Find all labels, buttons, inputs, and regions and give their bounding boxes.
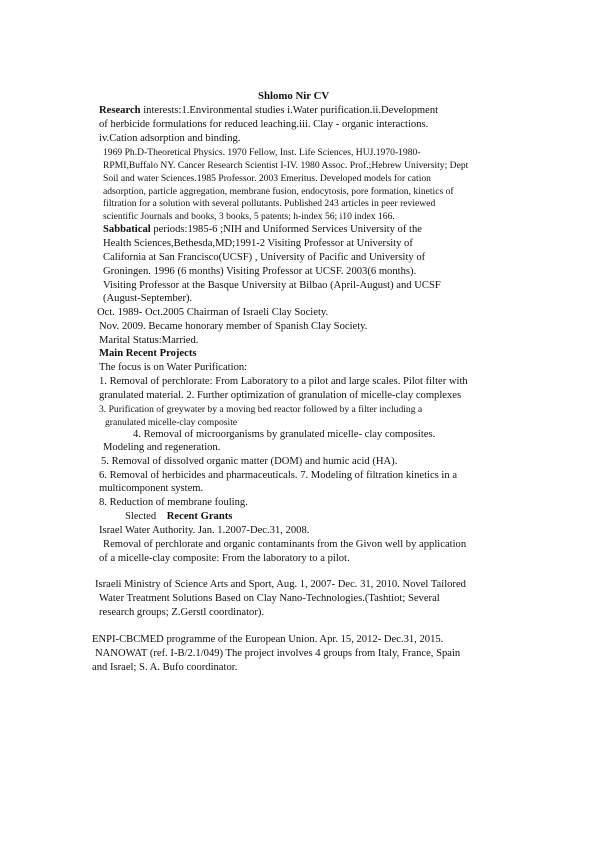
sabbatical-text: periods:1985-6 ;NIH and Uniformed Services University of the (150, 224, 422, 235)
project-line: granulated micelle-clay composite (105, 417, 238, 428)
grant-line: NANOWAT (ref. I-B/2.1/049) The project involves 4 groups from Italy, France, Spain (95, 648, 461, 659)
misc-line: Oct. 1989- Oct.2005 Chairman of Israeli Clay Society. (97, 307, 329, 318)
sabbatical-label: Sabbatical (103, 224, 151, 235)
research-text: interests:1.Environmental studies i.Water purification.ii.Development (140, 105, 439, 116)
project-line: 6. Removal of herbicides and pharmaceuticals. 7. Modeling of filtration kinetics in a (99, 470, 458, 481)
project-line: granulated material. 2. Further optimization of granulation of micelle-clay complexes (99, 390, 462, 401)
misc-line: Nov. 2009. Became honorary member of Spanish Clay Society. (99, 321, 368, 332)
grants-heading-bold: Recent Grants (166, 511, 233, 522)
sabbatical-line: Visiting Professor at the Basque University at Bilbao (April-August) and UCSF (103, 280, 441, 291)
bio-line: RPMI,Buffalo NY. Cancer Research Scientist I-IV. 1980 Assoc. Prof.;Hebrew University; Dept (103, 160, 469, 171)
project-line: 4. Removal of microorganisms by granulated micelle- clay composites. (133, 429, 436, 440)
sabbatical-line: California at San Francisco(UCSF) , University of Pacific and University of (103, 252, 426, 263)
misc-line: Marital Status:Married. (99, 335, 199, 346)
sabbatical-line (103, 223, 422, 236)
grant-line: research groups; Z.Gerstl coordinator). (99, 607, 265, 618)
project-line: The focus is on Water Purification: (99, 362, 248, 373)
project-line: Modeling and regeneration. (103, 442, 221, 453)
grant-line: and Israel; S. A. Bufo coordinator. (92, 662, 238, 673)
bio-line: adsorption, particle aggregation, membrane fusion, endocytosis, pore formation, kinetics of (103, 186, 454, 197)
project-line: multicomponent system. (99, 483, 204, 494)
sabbatical-line: Groningen. 1996 (6 months) Visiting Professor at UCSF. 2003(6 months). (103, 266, 417, 277)
grants-heading (125, 510, 232, 523)
research-label: Research (99, 105, 141, 116)
project-line: 5. Removal of dissolved organic matter (DOM) and humic acid (HA). (101, 456, 398, 467)
grants-heading-prefix: Slected (125, 511, 157, 522)
grant-line: Water Treatment Solutions Based on Clay Nano-Technologies.(Tashtiot; Several (99, 593, 440, 604)
cv-title: Shlomo Nir CV (258, 90, 330, 102)
sabbatical-line: Health Sciences,Bethesda,MD;1991-2 Visiting Professor at University of (103, 238, 413, 249)
projects-heading: Main Recent Projects (99, 348, 197, 359)
sabbatical-line: (August-September). (103, 293, 193, 304)
grant-line: Israel Water Authority. Jan. 1.2007-Dec.31, 2008. (99, 525, 310, 536)
research-line: iv.Cation adsorption and binding. (99, 133, 241, 144)
research-line: of herbicide formulations for reduced leaching.iii. Clay - organic interactions. (99, 119, 429, 130)
grant-line: Israeli Ministry of Science Arts and Sport, Aug. 1, 2007- Dec. 31, 2010. Novel Tailored (95, 579, 466, 590)
project-line: 1. Removal of perchlorate: From Laboratory to a pilot and large scales. Pilot filter with (99, 376, 468, 387)
grant-line: of a micelle-clay composite: From the laboratory to a pilot. (99, 553, 350, 564)
grant-line: Removal of perchlorate and organic contaminants from the Givon well by application (103, 539, 467, 550)
research-line (99, 104, 438, 117)
project-line: 3. Purification of greywater by a moving bed reactor followed by a filter including a (99, 404, 423, 415)
bio-line: filtration for a solution with several pollutants. Published 243 articles in peer reviewed (103, 198, 436, 209)
bio-line: 1969 Ph.D-Theoretical Physics. 1970 Fellow, Inst. Life Sciences, HUJ.1970-1980- (103, 147, 421, 158)
grant-line: ENPI-CBCMED programme of the European Union. Apr. 15, 2012- Dec.31, 2015. (92, 634, 444, 645)
project-line: 8. Reduction of membrane fouling. (99, 497, 248, 508)
bio-line: Soil and water Sciences.1985 Professor. 2003 Emeritus. Developed models for cation (103, 173, 431, 184)
bio-line: scientific Journals and books, 3 books, 5 patents; h-index 56; i10 index 166. (103, 211, 395, 222)
